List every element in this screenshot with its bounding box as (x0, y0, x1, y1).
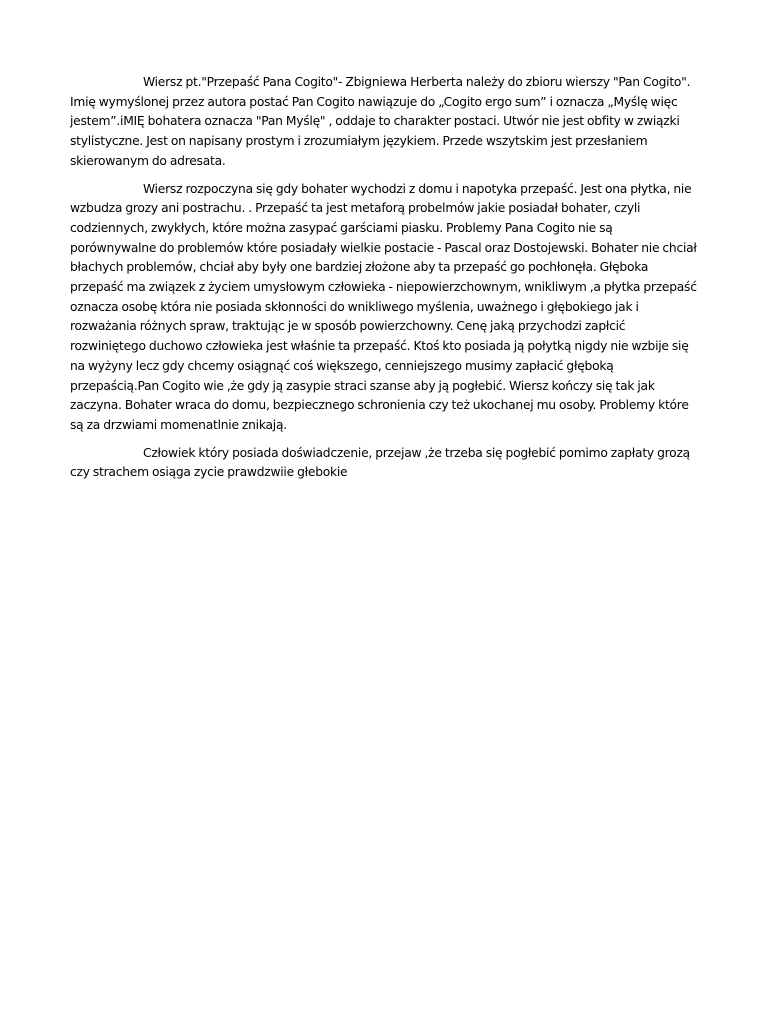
document-body (70, 73, 700, 491)
paragraph-3: Człowiek który posiada doświadczenie, przejaw ,że trzeba się pogłebić pomimo zapłaty grozą czy strachem osiąga zycie prawdzwiie głebokie (70, 445, 690, 480)
paragraph-2: Wiersz rozpoczyna się gdy bohater wychodzi z domu i napotyka przepaść. Jest ona płytka, nie wzbudza grozy ani postrachu. . Przepaść ta jest metaforą probelmów jakie posiadał bohater, czyli codziennych, zwykłych, które można zasypać garściami piasku. Problemy Pana Cogito nie są porównywalne do problemów które posiadały wielkie postacie - Pascal oraz Dostojewski. Bohater nie chciał błachych problemów, chciał aby były one bardziej złożone aby ta przepaść go pochłonęła. Głęboka przepaść ma związek z życiem umysłowym człowieka - niepowierzchownym, wnikliwym ,a płytka przepaść oznacza osobę która nie posiada skłonności do wnikliwego myślenia, uważnego i głębokiego jak i rozważania różnych spraw, traktując je w sposób powierzchowny. Cenę jaką przychodzi zapłcić rozwiniętego duchowo człowieka jest właśnie ta przepaść. Ktoś kto posiada ją połytką nigdy nie wzbije się na wyżyny lecz gdy chcemy osiągnąć coś większego, cenniejszego musimy zapłacić głęboką przepaścią.Pan Cogito wie ,że gdy ją zasypie straci szanse aby ją pogłebić. Wiersz kończy się tak jak zaczyna. Bohater wraca do domu, bezpiecznego schronienia czy też ukochanej mu osoby. Problemy które są za drzwiami momenatlnie znikają. (70, 181, 697, 432)
paragraph-1: Wiersz pt."Przepaść Pana Cogito"- Zbigniewa Herberta należy do zbioru wierszy "Pan Cogito". Imię wymyślonej przez autora postać Pan Cogito nawiązuje do „Cogito ergo sum” i oznacza „Myślę więc jestem”.iMIĘ bohatera oznacza "Pan Myślę" , oddaje to charakter postaci. Utwór nie jest obfity w związki stylistyczne. Jest on napisany prostym i zrozumiałym językiem. Przede wszytskim jest przesłaniem skierowanym do adresata. (70, 75, 691, 168)
